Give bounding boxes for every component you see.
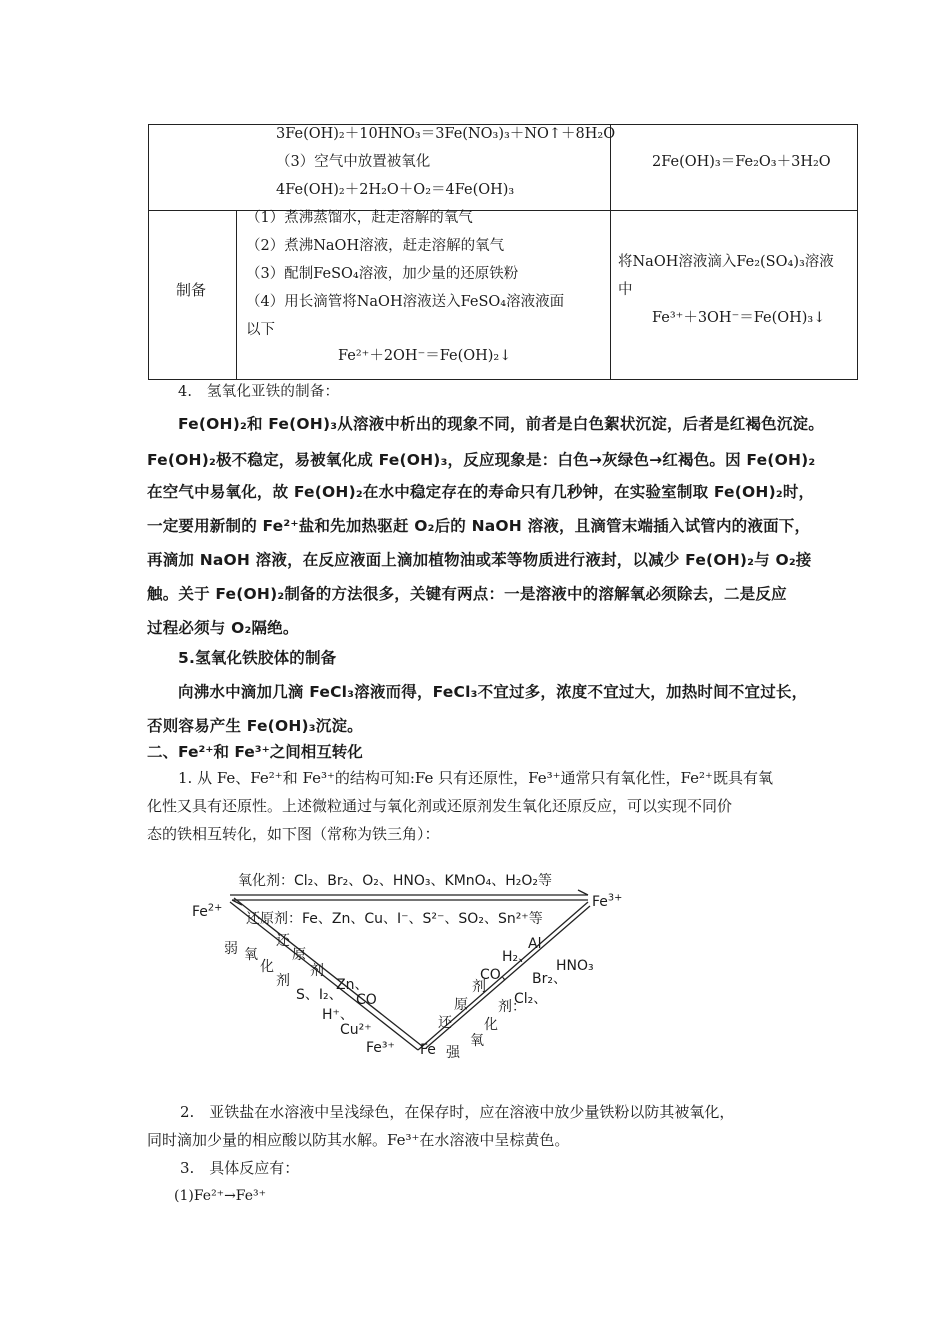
paragraph-line: 再滴加 NaOH 溶液，在反应液面上滴加植物油或苯等物质进行液封，以减少 Fe(OH)₂与 O₂接 <box>147 551 812 569</box>
fe2-label: $Fe^{2+}$ <box>192 902 223 920</box>
table-cell-text: （3）配制FeSO₄溶液，加少量的还原铁粉 <box>246 266 519 282</box>
right-species: Br₂、 <box>532 971 567 987</box>
left-species: Fe³⁺ <box>366 1040 395 1056</box>
table-cell-text: （3）空气中放置被氧化 <box>276 154 431 170</box>
left-ox-char: 化 <box>260 959 274 975</box>
section-heading: 4. 氢氧化亚铁的制备： <box>178 384 340 400</box>
paragraph-line: Fe(OH)₂和 Fe(OH)₃从溶液中析出的现象不同，前者是白色絮状沉淀，后者是红褐色沉淀。 <box>178 415 824 433</box>
part-heading: 二、Fe²⁺和 Fe³⁺之间相互转化 <box>147 743 363 761</box>
table-cell-text: （4）用长滴管将NaOH溶液送入FeSO₄溶液液面 <box>246 294 565 310</box>
paragraph-line: 3. 具体反应有： <box>180 1159 300 1177</box>
table-cell-text: 中 <box>618 282 633 298</box>
section-heading: 5.氢氧化铁胶体的制备 <box>178 649 337 667</box>
right-species: Cl₂、 <box>514 991 548 1007</box>
table-cell-text: （2）煮沸NaOH溶液，赶走溶解的氧气 <box>246 238 505 254</box>
table-cell-text: （1）煮沸蒸馏水，赶走溶解的氧气 <box>246 210 473 226</box>
table-cell-text: Fe²⁺＋2OH⁻＝Fe(OH)₂↓ <box>338 348 512 364</box>
paragraph-line: Fe(OH)₂极不稳定，易被氧化成 Fe(OH)₃，反应现象是：白色→灰绿色→红褐色。因 Fe(OH)₂ <box>147 451 816 469</box>
right-red-char: 剂 <box>472 979 486 995</box>
left-red-char: 剂 <box>310 963 324 979</box>
table-row-label: 制备 <box>176 281 207 299</box>
left-species: Zn、 <box>336 977 369 993</box>
arrow-head <box>578 890 588 895</box>
fe3-label: $Fe^{3+}$ <box>592 892 623 910</box>
reducers-label: 还原剂：Fe、Zn、Cu、I⁻、S²⁻、SO₂、Sn²⁺等 <box>246 911 543 927</box>
table-cell-text: 4Fe(OH)₂＋2H₂O＋O₂＝4Fe(OH)₃ <box>276 182 515 198</box>
paragraph-line: 态的铁相互转化，如下图（常称为铁三角）： <box>147 825 440 843</box>
left-red-char: 还 <box>276 933 290 949</box>
right-species: H₂、 <box>502 949 533 965</box>
right-red-char: 原 <box>454 997 468 1013</box>
left-species: Cu²⁺ <box>340 1022 372 1038</box>
left-species: S、I₂、 <box>296 987 343 1003</box>
weak-label: 弱 <box>224 941 238 957</box>
left-species: CO <box>356 992 377 1008</box>
paragraph-line: 一定要用新制的 Fe²⁺盐和先加热驱赶 O₂后的 NaOH 溶液，且滴管末端插入试管内的液面下， <box>147 517 811 535</box>
fe-bottom-label: Fe <box>420 1042 436 1058</box>
table-cell-text: 以下 <box>246 322 275 338</box>
table-divider <box>236 211 237 380</box>
right-ox-char: 氧 <box>470 1033 484 1049</box>
paragraph-line: (1)Fe²⁺→Fe³⁺ <box>174 1188 267 1204</box>
paragraph-line: 过程必须与 O₂隔绝。 <box>147 619 299 637</box>
left-ox-char: 剂 <box>276 973 290 989</box>
paragraph-line: 2. 亚铁盐在水溶液中呈浅绿色，在保存时，应在溶液中放少量铁粉以防其被氧化， <box>180 1103 735 1121</box>
right-red-char: 还 <box>438 1015 452 1031</box>
table-divider <box>610 124 611 380</box>
left-ox-char: 氧 <box>244 947 258 963</box>
paragraph-line: 触。关于 Fe(OH)₂制备的方法很多，关键有两点：一是溶液中的溶解氧必须除去，二是反应 <box>147 585 787 603</box>
right-ox-char: 化 <box>484 1017 498 1033</box>
table-cell-text: 将NaOH溶液滴入Fe₂(SO₄)₃溶液 <box>618 254 834 270</box>
paragraph-line: 同时滴加少量的相应酸以防其水解。Fe³⁺在水溶液中呈棕黄色。 <box>147 1131 570 1149</box>
paragraph-line: 在空气中易氧化，故 Fe(OH)₂在水中稳定存在的寿命只有几秒钟，在实验室制取 Fe(OH)₂时， <box>147 483 815 501</box>
right-species: HNO₃ <box>556 958 594 974</box>
table-cell-text: 3Fe(OH)₂＋10HNO₃＝3Fe(NO₃)₃＋NO↑＋8H₂O <box>276 126 616 142</box>
paragraph-line: 1. 从 Fe、Fe²⁺和 Fe³⁺的结构可知:Fe 只有还原性，Fe³⁺通常只有氧化性，Fe²⁺既具有氧 <box>178 769 773 787</box>
left-red-char: 原 <box>292 947 306 963</box>
paragraph-line: 否则容易产生 Fe(OH)₃沉淀。 <box>147 717 363 735</box>
paragraph-line: 化性又具有还原性。上述微粒通过与氧化剂或还原剂发生氧化还原反应，可以实现不同价 <box>147 797 733 815</box>
paragraph-line: 向沸水中滴加几滴 FeCl₃溶液而得，FeCl₃不宜过多，浓度不宜过大，加热时间不宜过长， <box>178 683 808 701</box>
left-species: H⁺、 <box>322 1007 354 1023</box>
table-cell-text: Fe³⁺＋3OH⁻＝Fe(OH)₃↓ <box>652 310 826 326</box>
right-species: Al <box>528 936 542 952</box>
right-ox-char: 剂： <box>498 999 526 1015</box>
right-species: CO、 <box>480 967 515 983</box>
table-cell-text: 2Fe(OH)₃＝Fe₂O₃＋3H₂O <box>652 154 831 170</box>
oxidizers-label: 氧化剂：Cl₂、Br₂、O₂、HNO₃、KMnO₄、H₂O₂等 <box>238 873 553 889</box>
strong-label: 强 <box>446 1045 460 1061</box>
